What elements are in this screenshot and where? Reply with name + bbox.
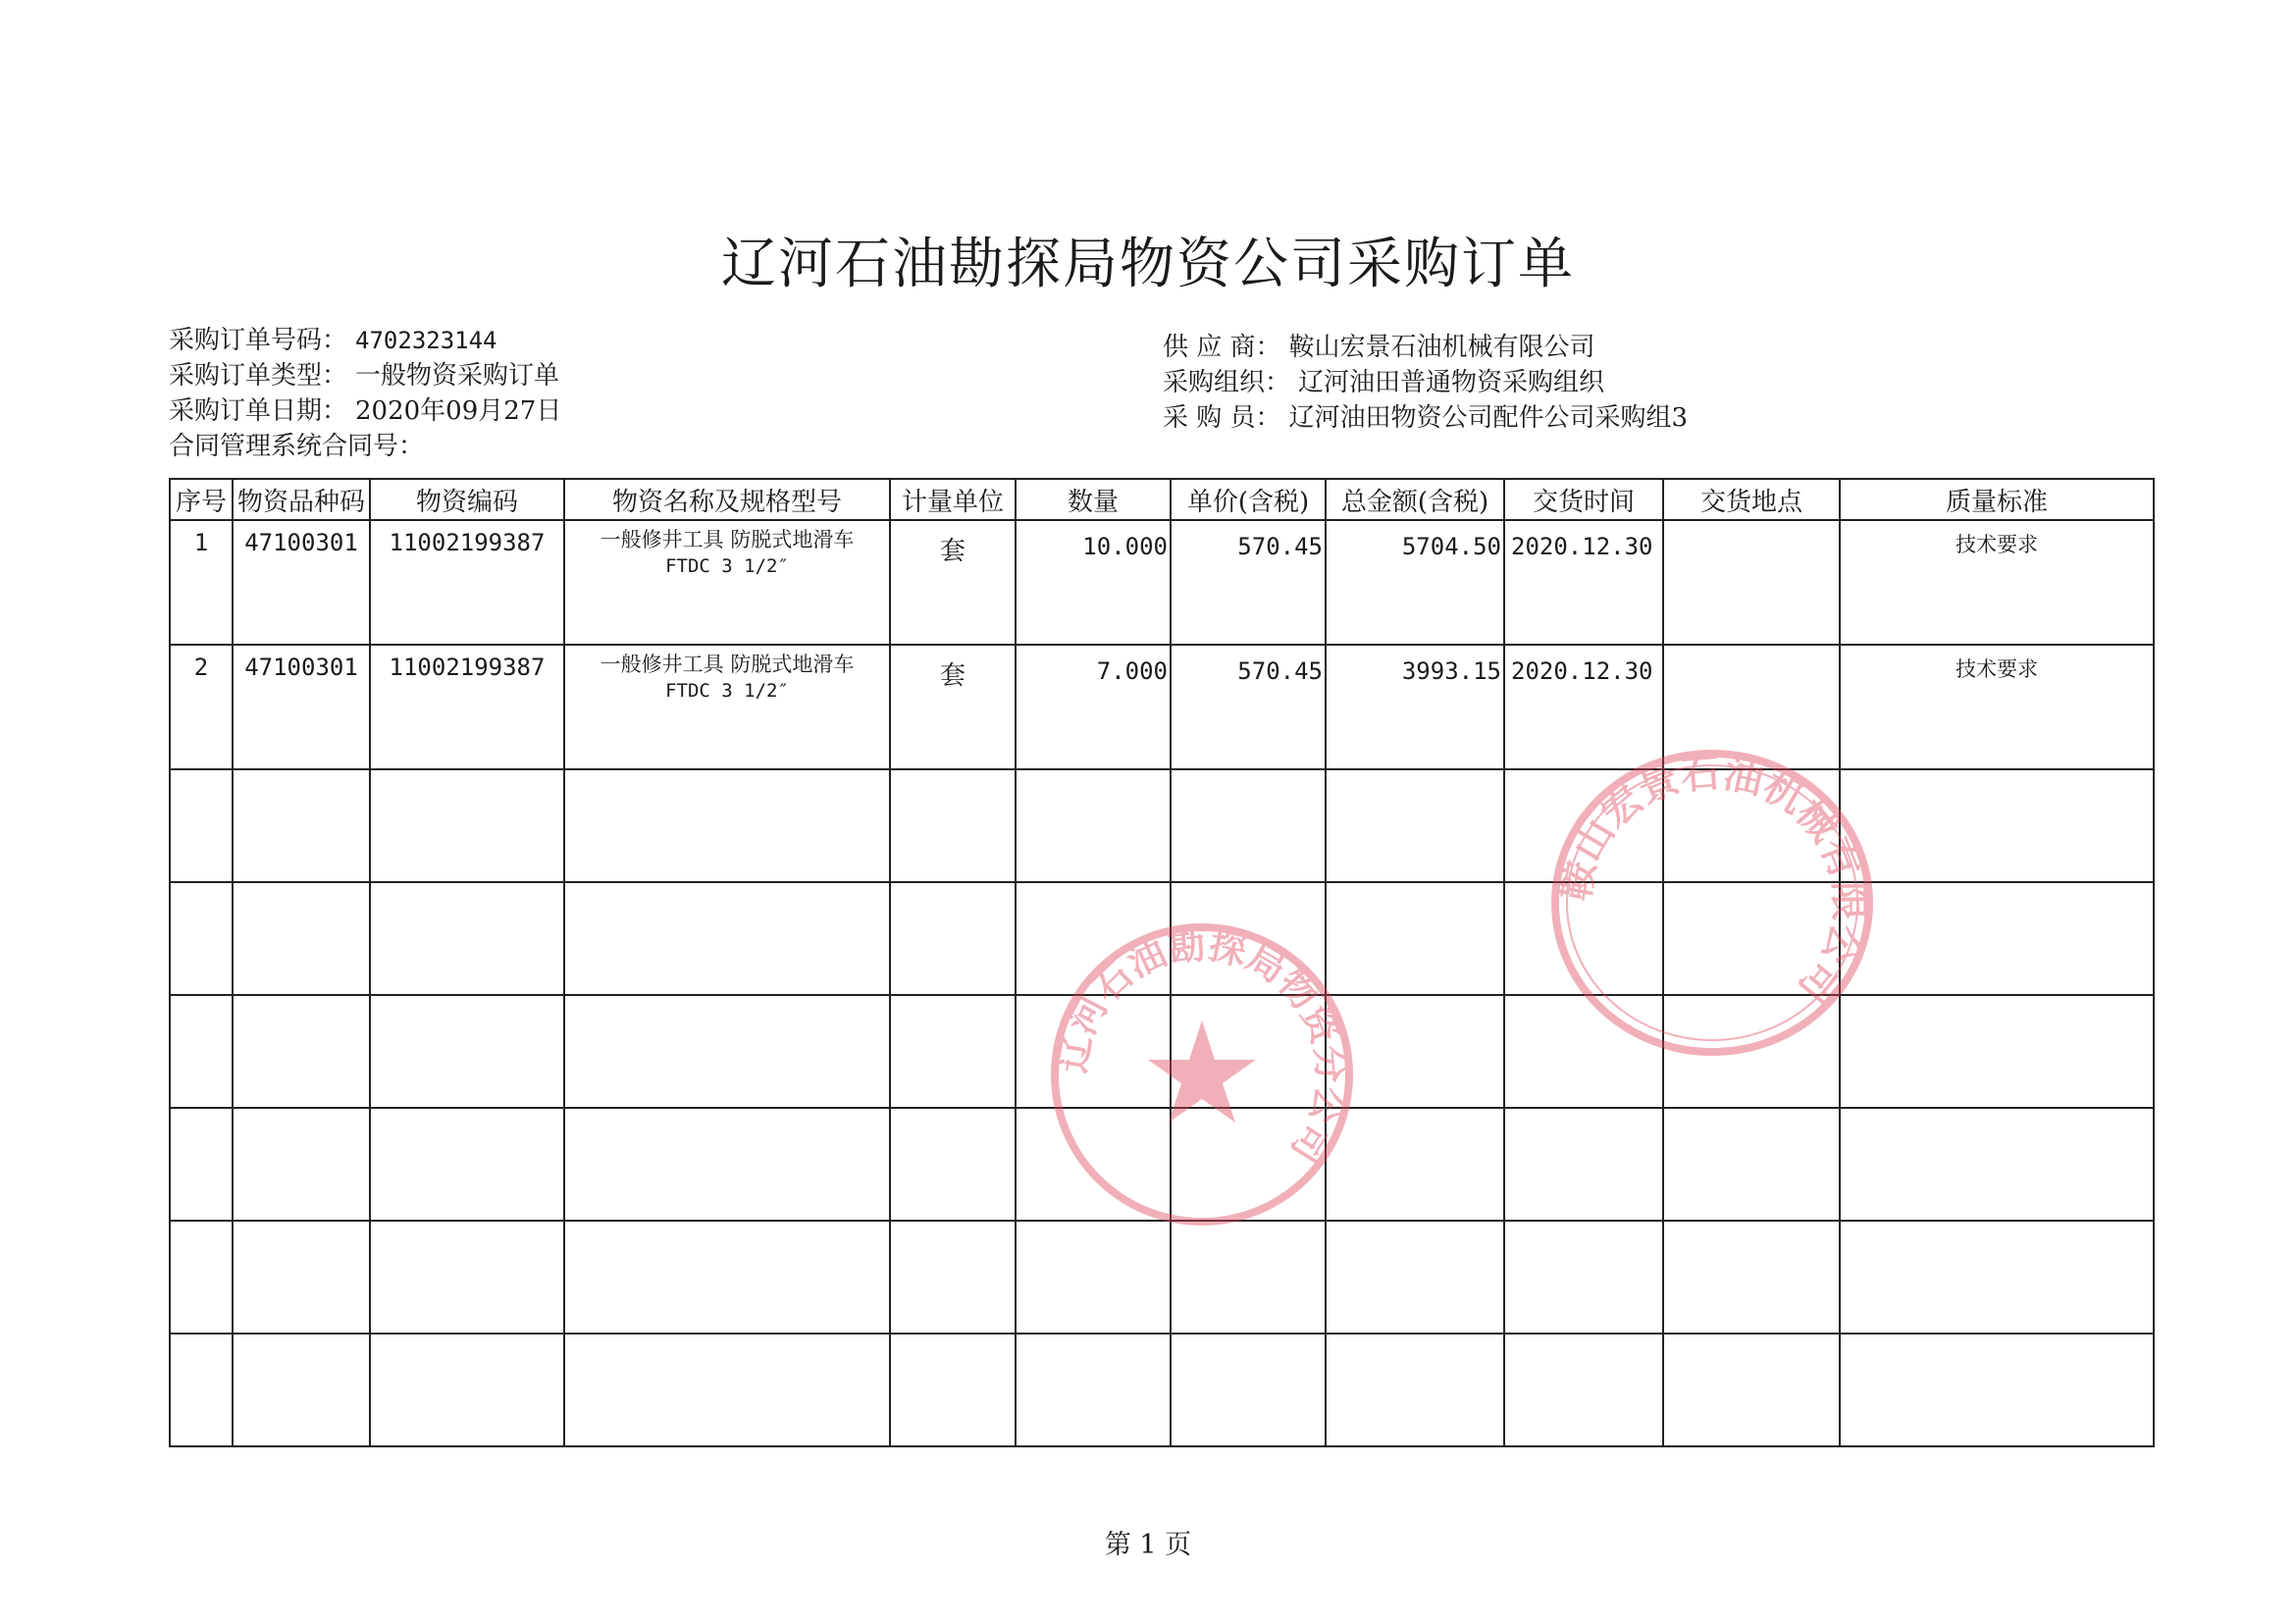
page-number: 第 1 页 xyxy=(1104,1530,1192,1560)
empty-cell xyxy=(1504,882,1663,995)
empty-cell xyxy=(890,769,1016,882)
empty-cell xyxy=(233,769,370,882)
empty-table-row xyxy=(170,882,2154,995)
empty-cell xyxy=(1016,1221,1171,1334)
empty-cell xyxy=(1016,882,1171,995)
empty-rows-group xyxy=(170,769,2154,1446)
order-type-row xyxy=(169,358,561,393)
cell-material-code: 11002199387 xyxy=(370,520,564,645)
cell-delivery-date: 2020.12.30 xyxy=(1504,645,1663,769)
contract-number-label: 合同管理系统合同号： xyxy=(169,432,425,461)
col-header-price: 单价(含税) xyxy=(1171,479,1326,520)
empty-cell xyxy=(1663,1221,1840,1334)
empty-table-row xyxy=(170,769,2154,882)
empty-cell xyxy=(1504,1221,1663,1334)
order-type-label: 采购订单类型： xyxy=(169,361,348,391)
supplier-row xyxy=(1163,330,1688,365)
document-title: 辽河石油勘探局物资公司采购订单 xyxy=(721,233,1575,296)
empty-cell xyxy=(370,882,564,995)
cell-qty: 10.000 xyxy=(1016,520,1171,645)
empty-table-row xyxy=(170,1221,2154,1334)
table-header-row xyxy=(170,479,2154,520)
col-header-category-code: 物资品种码 xyxy=(233,479,370,520)
empty-cell xyxy=(1171,1221,1326,1334)
purchasing-org-label: 采购组织： xyxy=(1163,368,1291,397)
order-type-value: 一般物资采购订单 xyxy=(355,361,560,391)
empty-cell xyxy=(170,882,233,995)
cell-material-spec: FTDC 3 1/2″ xyxy=(665,555,789,577)
cell-quality: 技术要求 xyxy=(1840,645,2154,769)
cell-price: 570.45 xyxy=(1171,520,1326,645)
empty-cell xyxy=(170,995,233,1108)
empty-cell xyxy=(890,882,1016,995)
empty-cell xyxy=(564,882,890,995)
empty-cell xyxy=(1840,882,2154,995)
table-row xyxy=(170,520,2154,645)
col-header-amount: 总金额(含税) xyxy=(1326,479,1504,520)
table-row xyxy=(170,645,2154,769)
cell-amount: 5704.50 xyxy=(1326,520,1504,645)
order-meta-left xyxy=(169,323,561,464)
empty-cell xyxy=(370,1334,564,1446)
cell-category-code: 47100301 xyxy=(233,645,370,769)
cell-delivery-date: 2020.12.30 xyxy=(1504,520,1663,645)
purchasing-org-row xyxy=(1163,365,1688,400)
empty-cell xyxy=(1840,1108,2154,1221)
cell-material-code: 11002199387 xyxy=(370,645,564,769)
empty-cell xyxy=(1663,995,1840,1108)
empty-cell xyxy=(233,882,370,995)
cell-name-spec xyxy=(564,645,890,769)
empty-table-row xyxy=(170,995,2154,1108)
cell-qty: 7.000 xyxy=(1016,645,1171,769)
order-number-row xyxy=(169,323,561,358)
order-meta-right xyxy=(1163,330,1688,436)
empty-cell xyxy=(370,995,564,1108)
empty-cell xyxy=(233,995,370,1108)
cell-price: 570.45 xyxy=(1171,645,1326,769)
col-header-material-code: 物资编码 xyxy=(370,479,564,520)
empty-cell xyxy=(1016,995,1171,1108)
empty-cell xyxy=(1171,1334,1326,1446)
empty-cell xyxy=(233,1108,370,1221)
buyer-value: 辽河油田物资公司配件公司采购组3 xyxy=(1288,403,1689,433)
cell-category-code: 47100301 xyxy=(233,520,370,645)
empty-cell xyxy=(564,1221,890,1334)
col-header-name-spec: 物资名称及规格型号 xyxy=(564,479,890,520)
cell-name-spec xyxy=(564,520,890,645)
cell-seq: 1 xyxy=(170,520,233,645)
cell-material-name: 一般修井工具 防脱式地滑车 xyxy=(600,653,855,676)
empty-cell xyxy=(1504,1108,1663,1221)
empty-cell xyxy=(370,1221,564,1334)
empty-cell xyxy=(1016,1108,1171,1221)
empty-cell xyxy=(233,1221,370,1334)
purchaser-seal-textpath: 辽河石油勘探局物资分公司 xyxy=(1049,921,1355,1172)
cell-unit: 套 xyxy=(890,520,1016,645)
cell-material-spec: FTDC 3 1/2″ xyxy=(665,680,789,702)
empty-cell xyxy=(1504,995,1663,1108)
empty-table-row xyxy=(170,1108,2154,1221)
cell-material-name: 一般修井工具 防脱式地滑车 xyxy=(600,528,855,551)
empty-cell xyxy=(1840,995,2154,1108)
empty-cell xyxy=(1326,1221,1504,1334)
cell-location xyxy=(1663,520,1840,645)
supplier-label: 供 应 商： xyxy=(1163,333,1281,362)
empty-cell xyxy=(1663,1334,1840,1446)
empty-cell xyxy=(1016,769,1171,882)
empty-cell xyxy=(1171,769,1326,882)
cell-unit: 套 xyxy=(890,645,1016,769)
col-header-qty: 数量 xyxy=(1016,479,1171,520)
empty-cell xyxy=(564,995,890,1108)
empty-cell xyxy=(1016,1334,1171,1446)
empty-cell xyxy=(1171,1108,1326,1221)
cell-location xyxy=(1663,645,1840,769)
empty-cell xyxy=(370,769,564,882)
order-number-value: 4702323144 xyxy=(355,327,497,354)
empty-table-row xyxy=(170,1334,2154,1446)
order-date-value: 2020年09月27日 xyxy=(355,396,562,426)
empty-cell xyxy=(1326,1334,1504,1446)
buyer-label: 采 购 员： xyxy=(1163,403,1281,433)
empty-cell xyxy=(170,769,233,882)
empty-cell xyxy=(1663,769,1840,882)
purchasing-org-value: 辽河油田普通物资采购组织 xyxy=(1298,368,1605,397)
col-header-location: 交货地点 xyxy=(1663,479,1840,520)
empty-cell xyxy=(170,1221,233,1334)
empty-cell xyxy=(1326,995,1504,1108)
empty-cell xyxy=(1171,995,1326,1108)
empty-cell xyxy=(170,1108,233,1221)
empty-cell xyxy=(233,1334,370,1446)
empty-cell xyxy=(564,1334,890,1446)
empty-cell xyxy=(1840,769,2154,882)
empty-cell xyxy=(370,1108,564,1221)
buyer-row xyxy=(1163,400,1688,436)
empty-cell xyxy=(1663,1108,1840,1221)
cell-amount: 3993.15 xyxy=(1326,645,1504,769)
col-header-unit: 计量单位 xyxy=(890,479,1016,520)
empty-cell xyxy=(1171,882,1326,995)
empty-cell xyxy=(564,769,890,882)
supplier-value: 鞍山宏景石油机械有限公司 xyxy=(1288,333,1595,362)
empty-cell xyxy=(1326,769,1504,882)
cell-seq: 2 xyxy=(170,645,233,769)
order-date-label: 采购订单日期： xyxy=(169,396,348,426)
empty-cell xyxy=(1840,1221,2154,1334)
empty-cell xyxy=(890,1108,1016,1221)
empty-cell xyxy=(170,1334,233,1446)
empty-cell xyxy=(1840,1334,2154,1446)
order-table xyxy=(169,478,2155,1447)
col-header-quality: 质量标准 xyxy=(1840,479,2154,520)
empty-cell xyxy=(1504,769,1663,882)
empty-cell xyxy=(564,1108,890,1221)
empty-cell xyxy=(890,1221,1016,1334)
empty-cell xyxy=(1326,882,1504,995)
order-date-row xyxy=(169,393,561,429)
contract-number-row xyxy=(169,429,561,464)
supplier-seal-textpath: 鞍山宏景石油机械有限公司 xyxy=(1551,749,1872,1013)
empty-cell xyxy=(1663,882,1840,995)
empty-cell xyxy=(890,995,1016,1108)
col-header-seq: 序号 xyxy=(170,479,233,520)
order-number-label: 采购订单号码： xyxy=(169,326,348,355)
empty-cell xyxy=(1504,1334,1663,1446)
empty-cell xyxy=(890,1334,1016,1446)
cell-quality: 技术要求 xyxy=(1840,520,2154,645)
empty-cell xyxy=(1326,1108,1504,1221)
col-header-delivery-date: 交货时间 xyxy=(1504,479,1663,520)
